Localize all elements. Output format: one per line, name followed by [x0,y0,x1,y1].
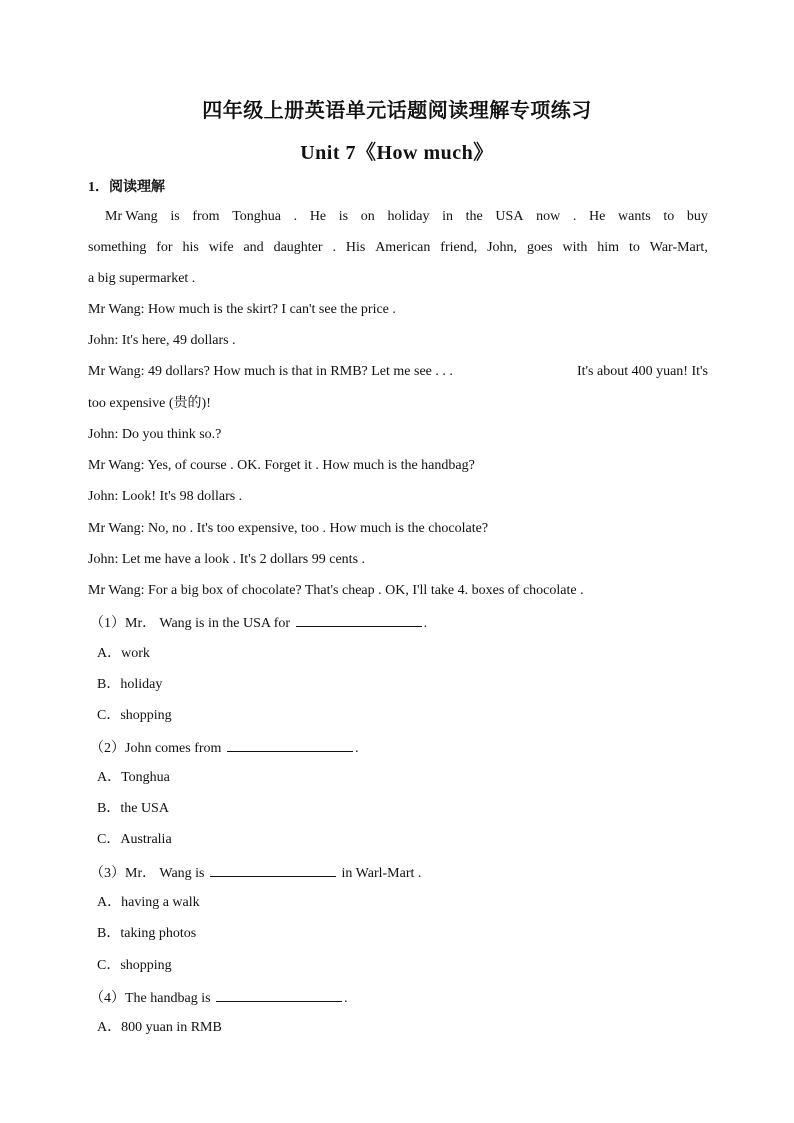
answer-blank[interactable] [210,862,336,877]
dialogue-line: Mr Wang: Yes, of course . OK. Forget it . How much is the handbag? [88,458,475,473]
passage-word: daughter [273,240,323,255]
page-title: 四年级上册英语单元话题阅读理解专项练习 [202,100,592,122]
passage-word: . [332,240,336,255]
passage-word: War-Mart, [649,240,708,255]
question-text: （1）Mr． Wang is in the USA for [90,616,294,631]
passage-word: in [442,209,453,224]
answer-blank[interactable] [216,987,342,1002]
passage-word: on [360,209,375,224]
passage-word: from [192,209,220,224]
dialogue-line: John: Look! It's 98 dollars . [88,489,243,504]
passage-word: American [375,240,431,255]
answer-option[interactable]: A．800 yuan in RMB [97,1020,222,1035]
passage-word: is [338,209,349,224]
passage-word: He [589,209,606,224]
question-stem [90,987,710,1009]
passage-word: Tonghua [232,209,281,224]
passage-word: wants [618,209,651,224]
answer-blank[interactable] [227,737,353,752]
dialogue-line: Mr Wang: For a big box of chocolate? That's cheap . OK, I'll take 4. boxes of chocolate . [88,583,584,598]
passage-word: John, [487,240,518,255]
passage-word: holiday [387,209,430,224]
passage-word: wife [208,240,234,255]
passage-word: him [597,240,620,255]
section-heading: 1．阅读理解 [88,180,165,195]
question-text: . [354,741,359,756]
passage-word: the [465,209,483,224]
answer-blank[interactable] [296,612,422,627]
passage-word: to [663,209,675,224]
passage-word: something [88,240,147,255]
passage-line-2 [88,238,708,258]
answer-option[interactable]: C．shopping [97,958,172,973]
passage-word: for [156,240,173,255]
question-text: . [423,616,428,631]
answer-option[interactable]: A．Tonghua [97,770,170,785]
passage-word: . [572,209,577,224]
passage-word: Mr Wang [105,209,158,224]
page-subtitle: Unit 7《How much》 [300,142,494,164]
passage-word: His [345,240,366,255]
dialogue-line: John: It's here, 49 dollars . [88,333,236,348]
question-text: in Warl-Mart . [338,866,422,881]
passage-word: and [243,240,264,255]
passage-word: to [628,240,640,255]
answer-option[interactable]: A．having a walk [97,895,200,910]
dialogue-line [88,362,708,382]
answer-option[interactable]: B．taking photos [97,926,197,941]
dialogue-line: Mr Wang: No, no . It's too expensive, too . How much is the chocolate? [88,521,489,536]
dialogue-text: Mr Wang: 49 dollars? How much is that in RMB? Let me see . . . [88,364,453,379]
answer-option[interactable]: A．work [97,646,150,661]
passage-word: USA [495,209,524,224]
question-text: （3）Mr． Wang is [90,866,209,881]
question-stem [90,862,710,884]
answer-option[interactable]: B．holiday [97,677,163,692]
dialogue-line: Mr Wang: How much is the skirt? I can't see the price . [88,302,396,317]
answer-option[interactable]: C．Australia [97,832,172,847]
passage-line-3: a big supermarket . [88,271,196,286]
passage-word: . [293,209,298,224]
answer-option[interactable]: C．shopping [97,708,172,723]
question-text: （2）John comes from [90,741,225,756]
dialogue-line: John: Do you think so.? [88,427,222,442]
passage-word: is [170,209,180,224]
question-text: （4）The handbag is [90,991,215,1006]
question-stem [90,737,710,759]
passage-line-1 [105,207,708,227]
passage-word: He [309,209,327,224]
question-text: . [344,991,348,1006]
passage-word: now [536,209,561,224]
dialogue-line: John: Let me have a look . It's 2 dollars 99 cents . [88,552,366,567]
question-stem [90,612,710,634]
dialogue-text: It's about 400 yuan! It's [576,364,708,379]
passage-word: goes [526,240,553,255]
dialogue-line: too expensive (贵的)! [88,396,211,411]
answer-option[interactable]: B．the USA [97,801,169,816]
passage-word: with [562,240,588,255]
passage-word: his [182,240,199,255]
passage-word: buy [686,209,708,224]
passage-word: friend, [440,240,478,255]
